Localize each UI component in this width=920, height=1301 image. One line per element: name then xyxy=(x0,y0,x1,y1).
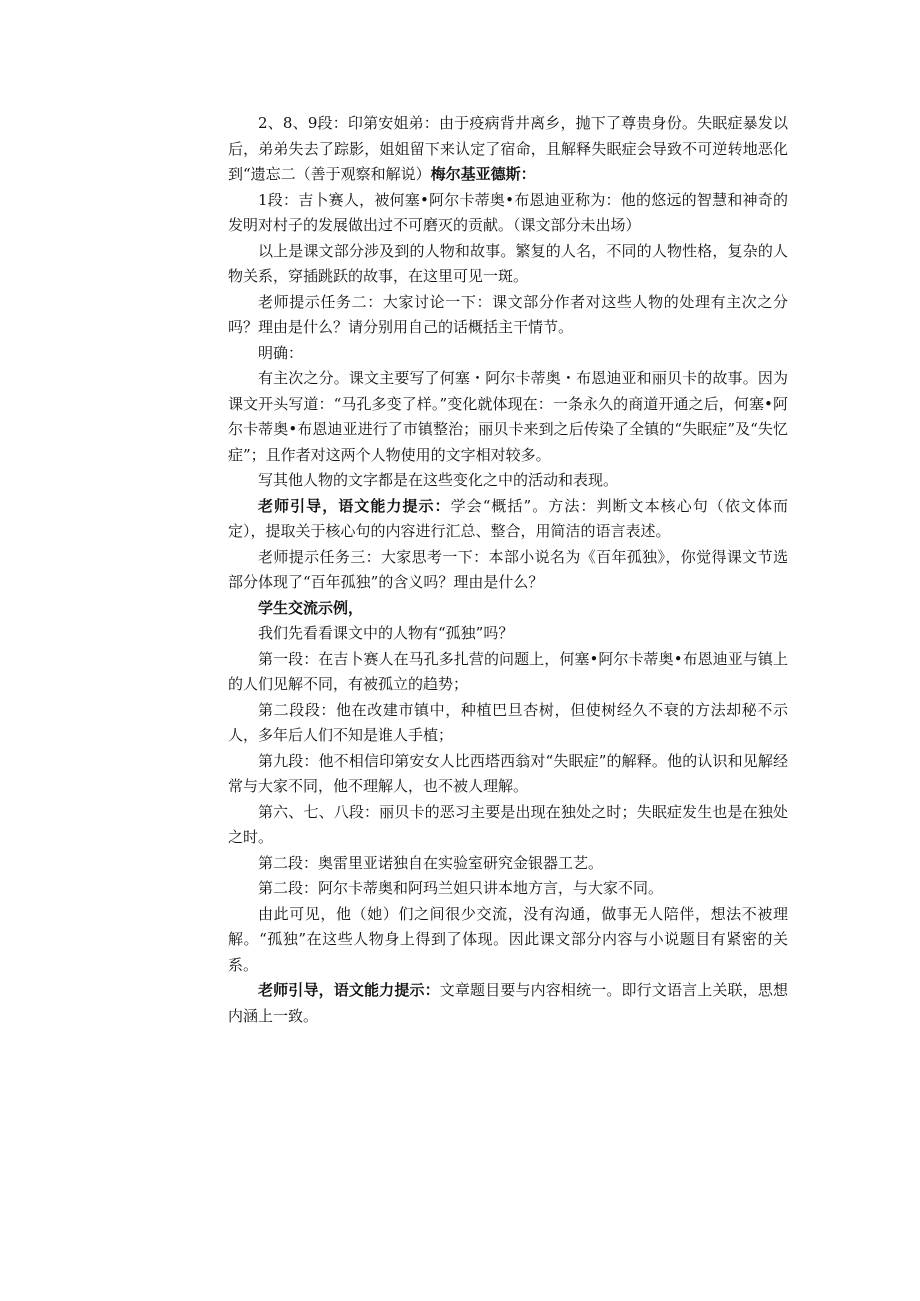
paragraph-clarify xyxy=(228,341,788,367)
text-segment: 有主次之分。课文主要写了何塞・阿尔卡蒂奥・布恩迪亚和丽贝卡的故事。因为课文开头写道：“马孔多变了样。”变化就体现在：一条永久的商道开通之后，何塞•阿尔卡蒂奥•布恩迪亚进行了市镇整治；丽贝卡来到之后传染了全镇的“失眠症”及“失忆症”；且作者对这两个人物使用的文字相对较多。 xyxy=(228,369,788,464)
label-teacher-guide: 老师引导，语文能力提示： xyxy=(258,496,451,515)
paragraph-main-secondary xyxy=(228,366,788,468)
paragraph-section-two xyxy=(228,698,788,749)
text-segment: 写其他人物的文字都是在这些变化之中的活动和表现。 xyxy=(258,471,619,489)
paragraph-other-characters xyxy=(228,468,788,494)
text-segment: 明确： xyxy=(258,343,304,362)
paragraph-summary xyxy=(228,239,788,290)
text-segment: 以上是课文部分涉及到的人物和故事。繁复的人名，不同的人物性格，复杂的人物关系，穿插跳跃的故事，在这里可见一斑。 xyxy=(228,241,788,285)
text-segment: 第九段：他不相信印第安女人比西塔西翁对“失眠症”的解释。他的认识和见解经常与大家不同，他不理解人，也不被人理解。 xyxy=(228,751,788,795)
paragraph-student-example xyxy=(228,596,788,622)
paragraph-aureliano xyxy=(228,851,788,877)
paragraph-question-loneliness xyxy=(228,621,788,647)
paragraph-section-six-eight xyxy=(228,800,788,851)
paragraph-arcadio-amaranta xyxy=(228,876,788,902)
paragraph-ability-summarize xyxy=(228,494,788,545)
label-student-example: 学生交流示例， xyxy=(258,598,364,617)
text-segment: 文章题目要与内容相统一。即行文语言上关联，思想内涵上一致。 xyxy=(228,981,788,1025)
heading-melquiades: 梅尔基亚德斯： xyxy=(430,165,536,183)
text-segment: 由此可见，他（她）们之间很少交流，没有沟通，做事无人陪伴，想法不被理解。“孤独”在这些人物身上得到了体现。因此课文部分内容与小说题目有紧密的关系。 xyxy=(228,904,788,974)
paragraph-task-three xyxy=(228,545,788,596)
text-segment: 第二段：奥雷里亚诺独自在实验室研究金银器工艺。 xyxy=(258,853,604,872)
paragraph-section-nine xyxy=(228,749,788,800)
paragraph-section-one xyxy=(228,647,788,698)
document-body xyxy=(228,111,788,1029)
paragraph-task-two xyxy=(228,290,788,341)
text-segment: 我们先看看课文中的人物有“孤独”吗？ xyxy=(258,624,514,642)
text-segment: 老师提示任务二：大家讨论一下：课文部分作者对这些人物的处理有主次之分吗？理由是什么？请分别用自己的话概括主干情节。 xyxy=(228,292,788,336)
paragraph-ability-title xyxy=(228,978,788,1029)
text-segment: 第二段：阿尔卡蒂奥和阿玛兰妲只讲本地方言，与大家不同。 xyxy=(258,879,664,897)
paragraph-indian-siblings xyxy=(228,111,788,188)
text-segment: 2、8、9段：印第安姐弟：由于疫病背井离乡，抛下了尊贵身份。失眠症暴发以后，弟弟失去了踪影，姐姐留下来认定了宿命，且解释失眠症会导致不可逆转地恶化到“遗忘二（善于观察和解说） xyxy=(228,114,788,183)
text-segment: 第二段段：他在改建市镇中，种植巴旦杏树，但使树经久不衰的方法却秘不示人，多年后人们不知是谁人手植； xyxy=(228,700,788,744)
paragraph-conclusion xyxy=(228,902,788,979)
text-segment: 第六、七、八段：丽贝卡的恶习主要是出现在独处之时；失眠症发生也是在独处之时。 xyxy=(228,802,788,846)
text-segment: 第一段：在吉卜赛人在马孔多扎营的问题上，何塞•阿尔卡蒂奥•布恩迪亚与镇上的人们见解不同，有被孤立的趋势； xyxy=(228,649,788,693)
paragraph-gypsy xyxy=(228,188,788,239)
label-teacher-guide: 老师引导，语文能力提示： xyxy=(258,981,440,999)
text-segment: 1段：吉卜赛人，被何塞•阿尔卡蒂奥•布恩迪亚称为：他的悠远的智慧和神奇的发明对村子的发展做出过不可磨灭的贡献。（课文部分未出场） xyxy=(228,190,788,234)
text-segment: 学会“概括”。方法：判断文本核心句（依文体而定），提取关于核心句的内容进行汇总、整合，用简洁的语言表述。 xyxy=(228,496,788,540)
text-segment: 老师提示任务三：大家思考一下：本部小说名为《百年孤独》，你觉得课文节选部分体现了“百年孤独”的含义吗？理由是什么？ xyxy=(228,547,788,591)
